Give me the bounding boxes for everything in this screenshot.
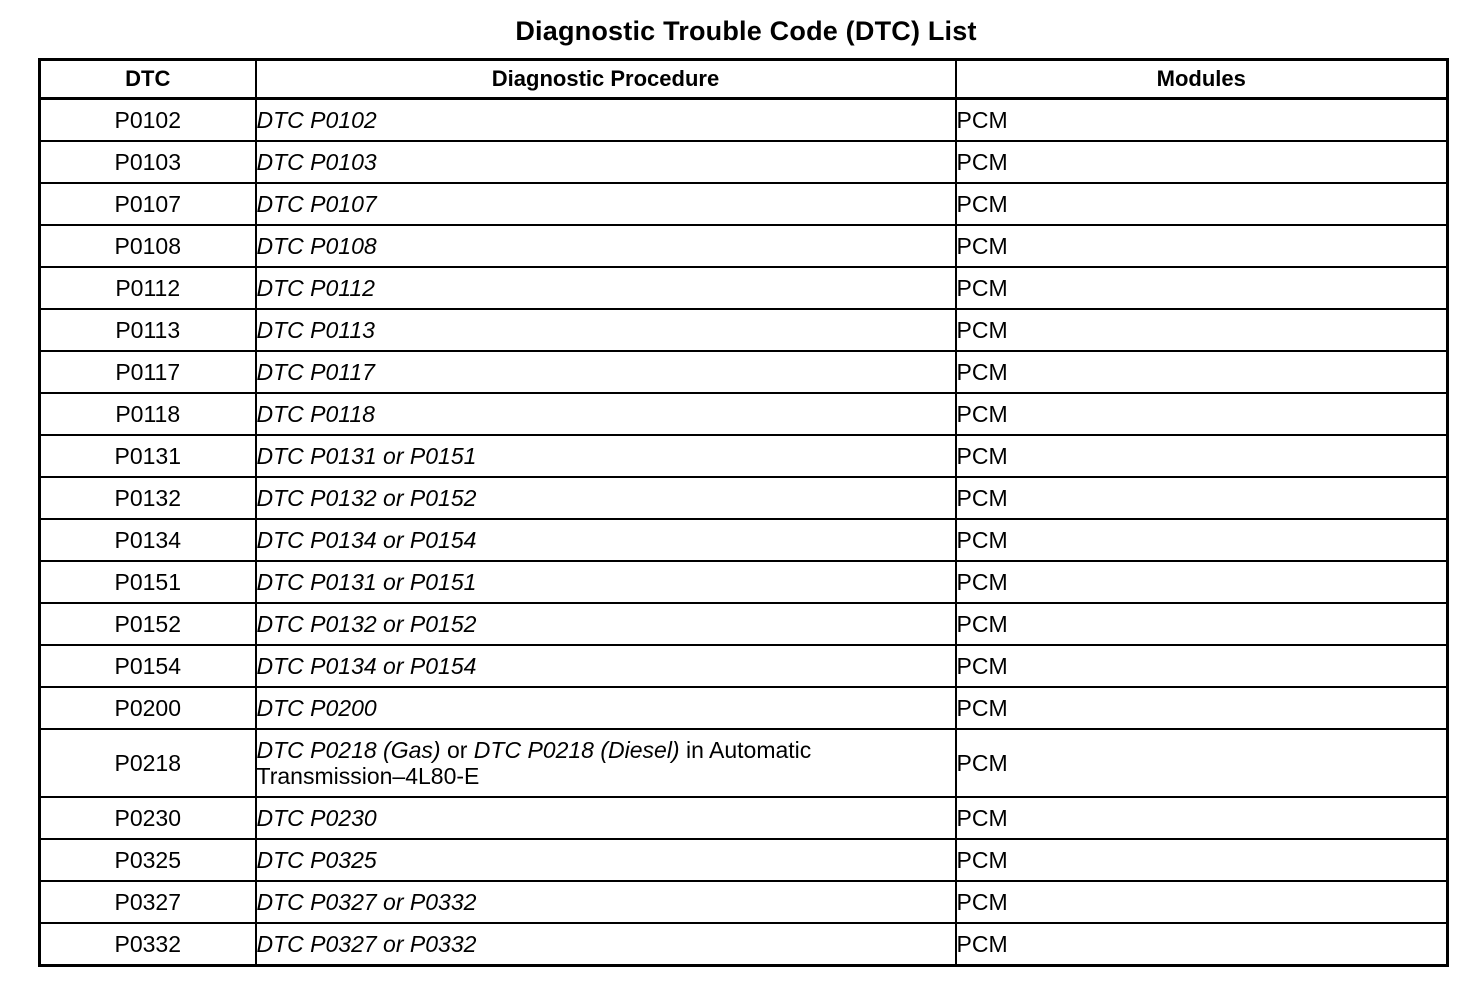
- table-row: [40, 351, 1448, 393]
- page-title: Diagnostic Trouble Code (DTC) List: [515, 16, 977, 46]
- table-header-row: [40, 60, 1448, 99]
- module-cell: PCM: [956, 797, 1448, 839]
- procedure-link[interactable]: DTC P0118: [256, 393, 956, 435]
- dtc-code: P0118: [40, 393, 256, 435]
- module-cell: PCM: [956, 477, 1448, 519]
- procedure-link[interactable]: DTC P0103: [256, 141, 956, 183]
- module-cell: PCM: [956, 687, 1448, 729]
- procedure-link[interactable]: DTC P0108: [256, 225, 956, 267]
- module-cell: PCM: [956, 99, 1448, 142]
- module-cell: PCM: [956, 267, 1448, 309]
- procedure-link[interactable]: DTC P0131 or P0151: [256, 561, 956, 603]
- module-cell: PCM: [956, 141, 1448, 183]
- dtc-code: P0325: [40, 839, 256, 881]
- procedure-link[interactable]: DTC P0112: [256, 267, 956, 309]
- procedure-in-text: in Automatic: [679, 737, 812, 763]
- dtc-code: P0102: [40, 99, 256, 142]
- dtc-code: P0134: [40, 519, 256, 561]
- dtc-code: P0151: [40, 561, 256, 603]
- table-row: [40, 687, 1448, 729]
- procedure-link[interactable]: DTC P0102: [256, 99, 956, 142]
- procedure-link[interactable]: DTC P0132 or P0152: [256, 603, 956, 645]
- module-cell: PCM: [956, 519, 1448, 561]
- table-row: [40, 99, 1448, 142]
- table-row: [40, 645, 1448, 687]
- procedure-link[interactable]: DTC P0230: [256, 797, 956, 839]
- procedure-cell: [256, 729, 956, 797]
- dtc-code: P0131: [40, 435, 256, 477]
- dtc-table: [38, 58, 1449, 967]
- table-row: [40, 881, 1448, 923]
- table-row: [40, 435, 1448, 477]
- module-cell: PCM: [956, 839, 1448, 881]
- table-row: [40, 477, 1448, 519]
- column-header-modules: Modules: [956, 60, 1448, 99]
- dtc-code: P0117: [40, 351, 256, 393]
- procedure-link[interactable]: DTC P0200: [256, 687, 956, 729]
- dtc-code: P0112: [40, 267, 256, 309]
- dtc-code: P0132: [40, 477, 256, 519]
- procedure-link-diesel[interactable]: DTC P0218 (Diesel): [473, 737, 680, 763]
- table-row: [40, 729, 1448, 797]
- procedure-link[interactable]: DTC P0131 or P0151: [256, 435, 956, 477]
- table-row: [40, 267, 1448, 309]
- dtc-code: P0230: [40, 797, 256, 839]
- table-row: [40, 141, 1448, 183]
- dtc-code: P0152: [40, 603, 256, 645]
- procedure-link[interactable]: DTC P0132 or P0152: [256, 477, 956, 519]
- column-header-procedure: Diagnostic Procedure: [256, 60, 956, 99]
- module-cell: PCM: [956, 393, 1448, 435]
- module-cell: PCM: [956, 603, 1448, 645]
- procedure-link[interactable]: DTC P0113: [256, 309, 956, 351]
- dtc-code: P0200: [40, 687, 256, 729]
- module-cell: PCM: [956, 923, 1448, 966]
- module-cell: PCM: [956, 309, 1448, 351]
- dtc-code: P0107: [40, 183, 256, 225]
- table-row: [40, 519, 1448, 561]
- dtc-code: P0103: [40, 141, 256, 183]
- module-cell: PCM: [956, 881, 1448, 923]
- module-cell: PCM: [956, 561, 1448, 603]
- table-row: [40, 393, 1448, 435]
- table-row: [40, 923, 1448, 966]
- procedure-link[interactable]: DTC P0327 or P0332: [256, 881, 956, 923]
- table-row: [40, 309, 1448, 351]
- table-row: [40, 797, 1448, 839]
- procedure-link-gas[interactable]: DTC P0218 (Gas): [256, 737, 441, 763]
- procedure-link[interactable]: DTC P0327 or P0332: [256, 923, 956, 966]
- table-row: [40, 183, 1448, 225]
- procedure-line2-text: Transmission–4L80-E: [256, 763, 480, 789]
- dtc-code: P0332: [40, 923, 256, 966]
- table-row: [40, 561, 1448, 603]
- dtc-code: P0218: [40, 729, 256, 797]
- module-cell: PCM: [956, 645, 1448, 687]
- procedure-link[interactable]: DTC P0325: [256, 839, 956, 881]
- module-cell: PCM: [956, 225, 1448, 267]
- module-cell: PCM: [956, 183, 1448, 225]
- procedure-link[interactable]: DTC P0134 or P0154: [256, 645, 956, 687]
- dtc-code: P0327: [40, 881, 256, 923]
- column-header-dtc: DTC: [40, 60, 256, 99]
- module-cell: PCM: [956, 435, 1448, 477]
- procedure-link[interactable]: DTC P0134 or P0154: [256, 519, 956, 561]
- procedure-connector-text: or: [440, 737, 474, 763]
- module-cell: PCM: [956, 729, 1448, 797]
- dtc-code: P0154: [40, 645, 256, 687]
- table-row: [40, 225, 1448, 267]
- procedure-link[interactable]: DTC P0117: [256, 351, 956, 393]
- dtc-code: P0113: [40, 309, 256, 351]
- table-row: [40, 839, 1448, 881]
- dtc-code: P0108: [40, 225, 256, 267]
- module-cell: PCM: [956, 351, 1448, 393]
- procedure-link[interactable]: DTC P0107: [256, 183, 956, 225]
- table-row: [40, 603, 1448, 645]
